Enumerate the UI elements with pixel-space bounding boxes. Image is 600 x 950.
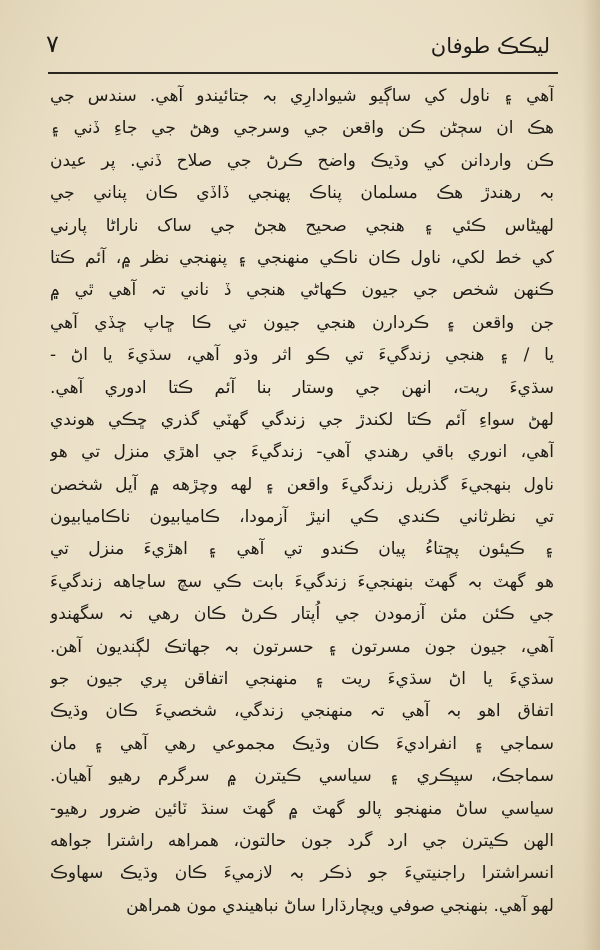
text-line: الهن ڪيترن جي ارد گرد جون حالتون، همراهه راشترا جواهه <box>50 830 554 851</box>
page-number: ٧ <box>46 30 59 58</box>
text-line: انسراشترا راجنيتيءَ جو ذڪر بہ لازميءَ ڪان وڌيڪ سهاوڪ <box>50 863 554 884</box>
text-line: ۽ ڪيئون پڇتاءُ پيان ڪندو تي آهي ۽ اهڙيءَ منزل تي <box>50 539 554 560</box>
text-line: يا / ۽ هنجي زندگيءَ تي ڪو اثر وڌو آهي، سڌيءَ يا اڻ - <box>50 345 554 366</box>
text-line: آهي ۽ ناول کي ساڳيو شيوادارِي بہ جتائيندو آهي. سندس جي <box>50 86 554 106</box>
text-line: ناول بنهجيءَ گذريل زندگيءَ واقعن ۽ لهه وچڙهه ۾ آيل شخصن <box>50 474 554 495</box>
text-line: لهڻ سواءِ آئم ڪتا لکندڙ جي زندگي گهٽي گذري ڇڪي هوندي <box>50 409 554 430</box>
text-line: سماجي ۽ انفراديءَ ڪان وڌيڪ مجموعي رهي آهي ۽ مان <box>50 733 554 754</box>
text-line: کي خط لکي، ناول ڪان ناڪي منهنجي ۽ پنهنجي نظر ۾، آئم ڪتا <box>50 247 554 268</box>
text-line: آهي، جيون جون مسرتون ۽ حسرتون بہ جهاتڪ لڳنديون آهن. <box>50 636 554 657</box>
text-line: بہ رهندڙ هڪ مسلمان پناڪ پهنجي ڏاڏي ڪان پناني جي <box>50 183 554 204</box>
text-line: لهو آهي. بنهنجي صوفي ويچارڌارا ساڻ نباهيندي مون همراهن <box>126 895 554 916</box>
text-line: سياسي ساڻ منهنجو پالو گهٽ ۾ گهٽ سنڌ ٽائين ضرور رهيو- <box>50 798 554 819</box>
text-line: هڪ ان سڄڻن ڪن واقعن جي وسرجي وهڻ جي جاءِ ڏني ۽ <box>50 118 554 139</box>
body-text <box>50 80 554 922</box>
page-edge-shadow <box>582 0 600 950</box>
text-line: سڌيءَ ريت، انهن جي وستار بنا آئم ڪتا ادوري آهي. <box>50 377 554 398</box>
text-line: لهيڻاس ڪئي ۽ هنجي صحيح هجڻ جي ساک ناراڻا پارني <box>50 215 554 236</box>
text-line: جن واقعن ۽ ڪردارن هنجي جيون تي ڪا ڇاپ ڇڏي آهي <box>50 312 554 333</box>
text-line: ڪن واردانن کي وڌيڪ واضح ڪرڻ جي صلاح ڏني. پر عيدن <box>50 150 554 171</box>
header-rule <box>48 72 558 74</box>
text-line: جي ڪئن مئن آزمودن جي اُپتار ڪرڻ ڪان رهي نہ سگهندو <box>50 604 554 625</box>
text-line: اتفاق اهو بہ آهي تہ منهنجي زندگي، شخصيءَ ڪان وڌيڪ <box>50 701 554 722</box>
text-line: آهي، انوري باقي رهندي آهي- زندگيءَ جي اهڙي منزل تي هو <box>50 442 554 463</box>
text-line: تي نظرثاني ڪندي ڪي انيڙ آزمودا، ڪاميابيون ناڪاميابيون <box>50 507 554 528</box>
text-line: سماجڪ، سڀڪري ۽ سياسي ڪيترن ۾ سرگرم رهيو آهيان. <box>50 766 554 787</box>
running-title: ليڪڪ طوفان <box>430 34 550 58</box>
text-line: هو گهٽ بہ گهٽ بنهنجيءَ زندگيءَ بابت ڪي سچ ساڃاهه زندگيءَ <box>50 571 554 592</box>
text-line: ڪنهن شخص جي جيون ڪهاڻي هنجي ڏ ناني تہ آهي ٿي ۾ <box>50 280 554 301</box>
text-line: سڌيءَ يا اڻ سڌيءَ ريت ۽ منهنجي اتفاقن پري جيون جو <box>50 669 554 690</box>
